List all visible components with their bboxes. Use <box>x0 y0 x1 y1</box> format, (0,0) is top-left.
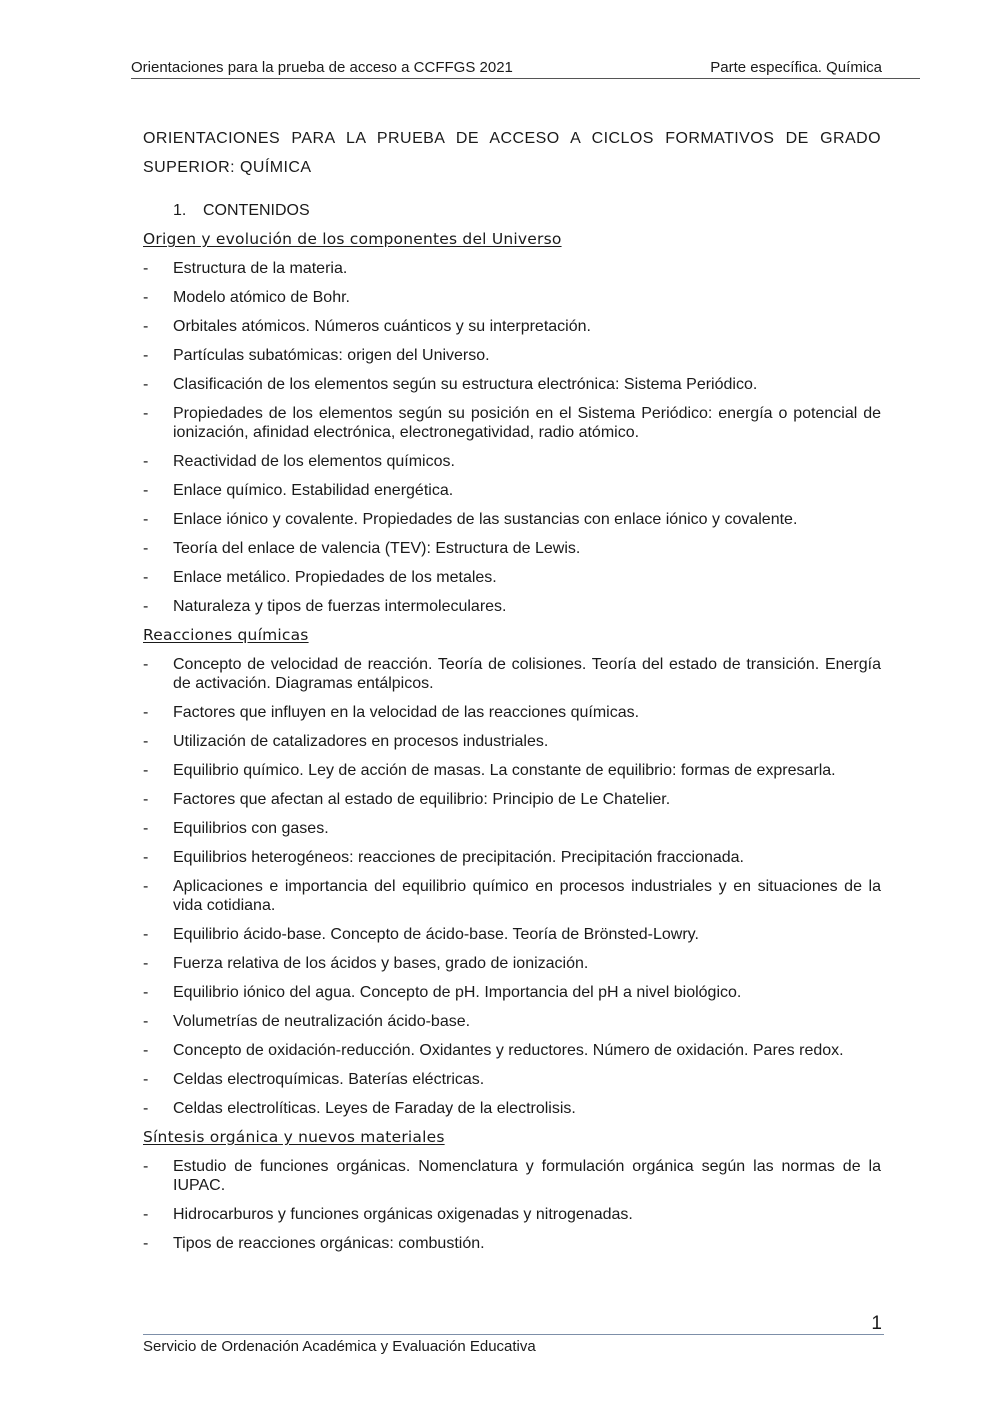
list-item <box>143 568 881 587</box>
list-item <box>143 703 881 722</box>
list-item <box>143 761 881 780</box>
list-item <box>143 877 881 915</box>
list-item <box>143 732 881 751</box>
bullet-dash: - <box>143 733 149 750</box>
list-item <box>143 819 881 838</box>
bullet-dash: - <box>143 1071 149 1088</box>
bullet-dash: - <box>143 405 149 422</box>
bullet-dash: - <box>143 511 149 528</box>
bullet-dash: - <box>143 1235 149 1252</box>
list-item-text: Utilización de catalizadores en procesos industriales. <box>173 733 549 750</box>
list-item-text: Equilibrios con gases. <box>173 820 329 837</box>
bullet-dash: - <box>143 762 149 779</box>
list-item <box>143 848 881 867</box>
bullet-dash: - <box>143 569 149 586</box>
bullet-dash: - <box>143 791 149 808</box>
list-item <box>143 404 881 442</box>
list-item-text: Enlace químico. Estabilidad energética. <box>173 482 454 499</box>
list-item <box>143 655 881 693</box>
bullet-dash: - <box>143 376 149 393</box>
subsection-heading: Origen y evolución de los componentes del Universo <box>143 230 562 248</box>
bullet-dash: - <box>143 453 149 470</box>
list-item-text: Clasificación de los elementos según su estructura electrónica: Sistema Periódico. <box>173 376 758 393</box>
bullet-dash: - <box>143 318 149 335</box>
bullet-dash: - <box>143 704 149 721</box>
bullet-dash: - <box>143 820 149 837</box>
list-item <box>143 375 881 394</box>
list-item <box>143 925 881 944</box>
document-title: ORIENTACIONES PARA LA PRUEBA DE ACCESO A CICLOS FORMATIVOS DE GRADO SUPERIOR: QUÍMICA <box>143 130 881 176</box>
subsections-container <box>143 230 881 1253</box>
header-section-label: Parte específica. Química <box>710 59 882 76</box>
list-item <box>143 1012 881 1031</box>
list-item-text: Orbitales atómicos. Números cuánticos y su interpretación. <box>173 318 591 335</box>
list-item-text: Modelo atómico de Bohr. <box>173 289 350 306</box>
list-item <box>143 288 881 307</box>
list-item-text: Equilibrios heterogéneos: reacciones de precipitación. Precipitación fraccionada. <box>173 849 744 866</box>
bullet-dash: - <box>143 926 149 943</box>
list-item <box>143 1157 881 1195</box>
list-item-text: Enlace iónico y covalente. Propiedades de las sustancias con enlace iónico y covalente. <box>173 511 798 528</box>
list-item <box>143 452 881 471</box>
list-item-text: Estudio de funciones orgánicas. Nomenclatura y formulación orgánica según las normas de la IUPAC. <box>173 1158 881 1194</box>
bullet-dash: - <box>143 984 149 1001</box>
document-body <box>143 124 881 1253</box>
bullet-dash: - <box>143 598 149 615</box>
list-item <box>143 317 881 336</box>
list-item-text: Teoría del enlace de valencia (TEV): Estructura de Lewis. <box>173 540 581 557</box>
list-item <box>143 539 881 558</box>
list-item-text: Equilibrio iónico del agua. Concepto de pH. Importancia del pH a nivel biológico. <box>173 984 742 1001</box>
page-header <box>131 58 920 79</box>
list-item <box>143 597 881 616</box>
list-item-text: Tipos de reacciones orgánicas: combustión. <box>173 1235 485 1252</box>
bullet-dash: - <box>143 878 149 895</box>
list-item-text: Reactividad de los elementos químicos. <box>173 453 455 470</box>
bullet-dash: - <box>143 482 149 499</box>
bullet-dash: - <box>143 1013 149 1030</box>
list-item-text: Celdas electrolíticas. Leyes de Faraday de la electrolisis. <box>173 1100 576 1117</box>
bullet-dash: - <box>143 1042 149 1059</box>
content-list <box>143 655 881 1118</box>
list-item <box>143 481 881 500</box>
list-item-text: Fuerza relativa de los ácidos y bases, grado de ionización. <box>173 955 589 972</box>
list-item <box>143 1041 881 1060</box>
list-item <box>143 1234 881 1253</box>
list-item-text: Propiedades de los elementos según su posición en el Sistema Periódico: energía o potencial de ionización, afinidad electrónica, electronegatividad, radio atómico. <box>173 405 881 441</box>
bullet-dash: - <box>143 347 149 364</box>
bullet-dash: - <box>143 955 149 972</box>
list-item-text: Hidrocarburos y funciones orgánicas oxigenadas y nitrogenadas. <box>173 1206 633 1223</box>
list-item <box>143 346 881 365</box>
list-item <box>143 1070 881 1089</box>
list-item <box>143 1205 881 1224</box>
list-item-text: Concepto de velocidad de reacción. Teoría de colisiones. Teoría del estado de transición. Energía de activación. Diagramas entálpicos. <box>173 656 881 692</box>
bullet-dash: - <box>143 1100 149 1117</box>
footer-text: Servicio de Ordenación Académica y Evaluación Educativa <box>143 1338 536 1355</box>
bullet-dash: - <box>143 1206 149 1223</box>
header-document-title: Orientaciones para la prueba de acceso a CCFFGS 2021 <box>131 59 513 76</box>
bullet-dash: - <box>143 540 149 557</box>
section-heading <box>173 201 881 220</box>
list-item-text: Factores que influyen en la velocidad de las reacciones químicas. <box>173 704 640 721</box>
list-item-text: Volumetrías de neutralización ácido-base. <box>173 1013 471 1030</box>
subsection-heading: Síntesis orgánica y nuevos materiales <box>143 1128 445 1146</box>
list-item <box>143 790 881 809</box>
section-number: 1. <box>173 202 187 219</box>
list-item-text: Partículas subatómicas: origen del Universo. <box>173 347 490 364</box>
content-list <box>143 259 881 616</box>
list-item-text: Concepto de oxidación-reducción. Oxidantes y reductores. Número de oxidación. Pares redox. <box>173 1042 844 1059</box>
list-item <box>143 1099 881 1118</box>
footer-divider <box>143 1334 884 1335</box>
bullet-dash: - <box>143 1158 149 1175</box>
list-item-text: Enlace metálico. Propiedades de los metales. <box>173 569 497 586</box>
list-item-text: Equilibrio químico. Ley de acción de masas. La constante de equilibrio: formas de expresarla. <box>173 762 836 779</box>
list-item <box>143 954 881 973</box>
content-list <box>143 1157 881 1253</box>
section-label: CONTENIDOS <box>203 202 310 219</box>
list-item <box>143 983 881 1002</box>
subsection-heading: Reacciones químicas <box>143 626 309 644</box>
list-item-text: Equilibrio ácido-base. Concepto de ácido-base. Teoría de Brönsted-Lowry. <box>173 926 699 943</box>
list-item-text: Celdas electroquímicas. Baterías eléctricas. <box>173 1071 485 1088</box>
list-item-text: Aplicaciones e importancia del equilibrio químico en procesos industriales y en situaciones de la vida cotidiana. <box>173 878 881 914</box>
list-item <box>143 259 881 278</box>
bullet-dash: - <box>143 289 149 306</box>
bullet-dash: - <box>143 260 149 277</box>
list-item-text: Estructura de la materia. <box>173 260 348 277</box>
list-item <box>143 510 881 529</box>
bullet-dash: - <box>143 656 149 673</box>
list-item-text: Factores que afectan al estado de equilibrio: Principio de Le Chatelier. <box>173 791 671 808</box>
page-number: 1 <box>871 1313 882 1334</box>
bullet-dash: - <box>143 849 149 866</box>
list-item-text: Naturaleza y tipos de fuerzas intermoleculares. <box>173 598 507 615</box>
